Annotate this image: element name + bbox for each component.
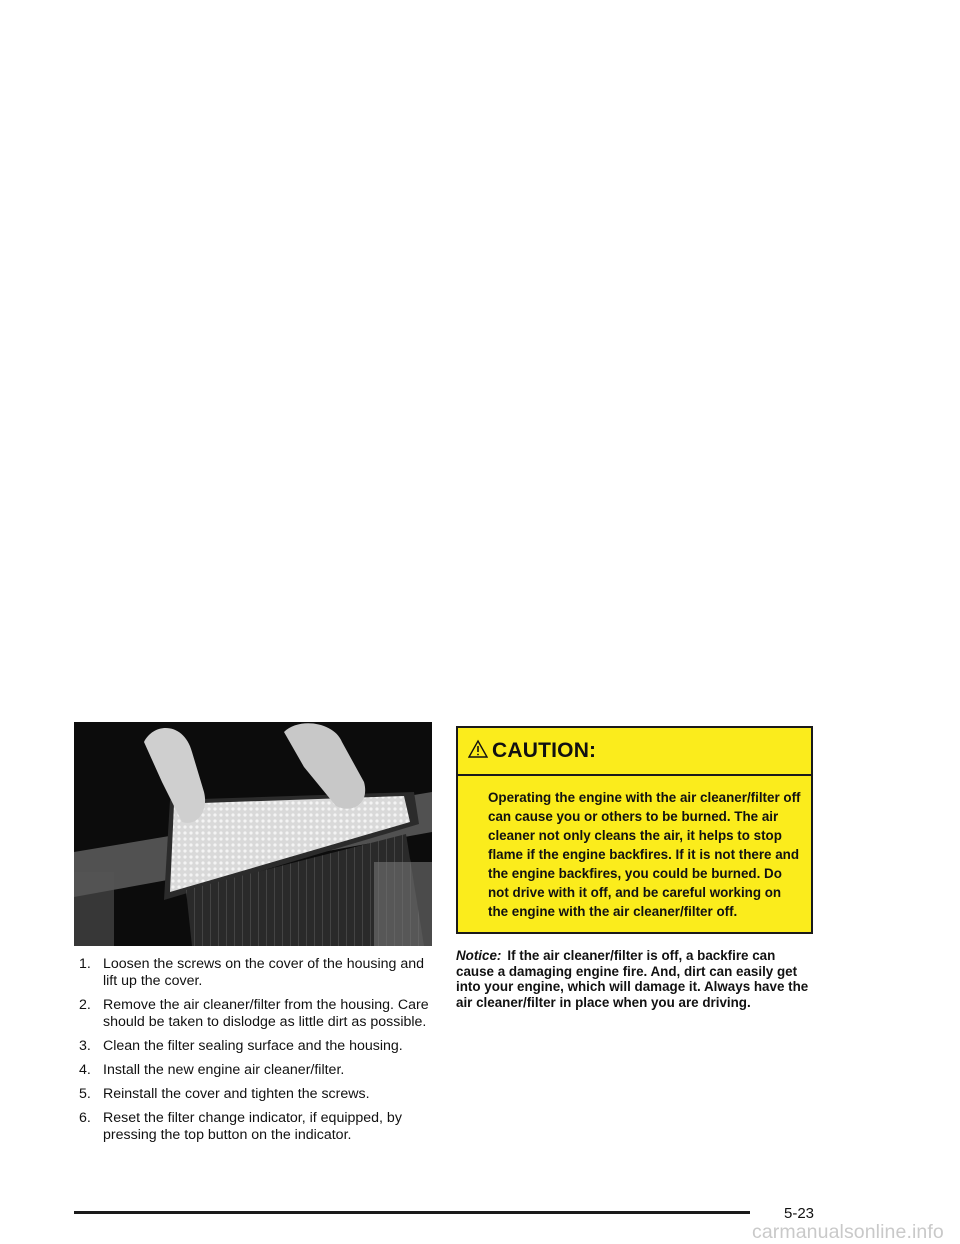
step-text: Reset the filter change indicator, if equipped, by pressing the top button on the indicator. <box>103 1110 402 1143</box>
footer-rule <box>74 1211 750 1214</box>
caution-header <box>458 728 811 776</box>
caution-body: Operating the engine with the air cleaner/filter off can cause you or others to be burned. The air cleaner not only cleans the air, it helps to stop flame if the engine backfires. If it is not there and the engine backfires, you could be burned. Do not drive with it off, and be careful working on the engine with the air cleaner/filter off. <box>488 790 801 919</box>
step-item <box>74 1086 438 1103</box>
warning-triangle-icon <box>468 739 488 764</box>
air-cleaner-photo <box>74 722 432 946</box>
step-number: 5. <box>79 1086 91 1102</box>
step-text: Install the new engine air cleaner/filter. <box>103 1062 345 1078</box>
step-number: 1. <box>79 956 91 972</box>
notice-label: Notice: <box>456 948 502 963</box>
step-text: Clean the filter sealing surface and the housing. <box>103 1038 403 1054</box>
watermark: carmanualsonline.info <box>752 1221 944 1243</box>
step-item <box>74 956 438 990</box>
step-item <box>74 997 438 1031</box>
step-number: 3. <box>79 1038 91 1054</box>
procedure-steps <box>74 956 438 1151</box>
step-item <box>74 1062 438 1079</box>
step-number: 2. <box>79 997 91 1013</box>
step-text: Reinstall the cover and tighten the screws. <box>103 1086 370 1102</box>
step-item <box>74 1110 438 1144</box>
page-number: 5-23 <box>784 1205 815 1222</box>
air-cleaner-illustration <box>74 722 432 946</box>
step-number: 6. <box>79 1110 91 1126</box>
caution-box <box>456 726 813 934</box>
step-item <box>74 1038 438 1055</box>
step-number: 4. <box>79 1062 91 1078</box>
caution-title: CAUTION: <box>492 739 597 762</box>
step-text: Loosen the screws on the cover of the housing and lift up the cover. <box>103 956 425 989</box>
step-text: Remove the air cleaner/filter from the housing. Care should be taken to dislodge as little dirt as possible. <box>103 997 429 1030</box>
notice-paragraph <box>456 948 816 1010</box>
notice-text: If the air cleaner/filter is off, a backfire can cause a damaging engine fire. And, dirt can easily get into your engine, which will damage it. Always have the air cleaner/filter in place when you are driving. <box>456 948 809 1010</box>
